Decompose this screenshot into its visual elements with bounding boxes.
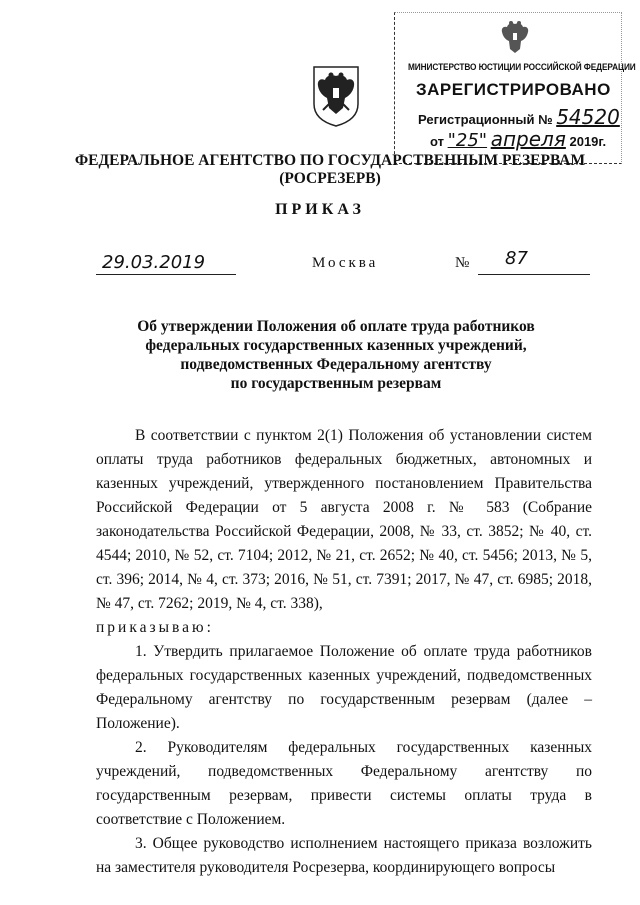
coat-of-arms-icon: [311, 64, 361, 128]
stamp-reg-number-label: Регистрационный №: [418, 112, 553, 127]
number-sign: №: [455, 255, 470, 271]
document-type: ПРИКАЗ: [275, 201, 365, 218]
stamp-reg-number-value: 54520: [556, 105, 620, 129]
item-3-paragraph: 3. Общее руководство исполнением настоящего приказа возложить на заместителя руководителя Росрезерва, координирующего вопросы: [96, 835, 592, 876]
city: Москва: [312, 255, 379, 271]
stamp-date-suffix: г.: [598, 134, 607, 149]
title-line: Об утверждении Положения об оплате труда работников: [137, 318, 535, 335]
stamp-registration-date: [430, 127, 606, 151]
stamp-date-month: апреля: [490, 127, 566, 151]
stamp-registered-label: ЗАРЕГИСТРИРОВАНО: [416, 80, 611, 99]
order-body: [96, 424, 592, 880]
item-2-paragraph: 2. Руководителям федеральных государственных казенных учреждений, подведомственных Федеральному агентству по государственным резервам, привести системы оплаты труда в соответствие с Положением.: [96, 739, 592, 828]
agency-name: ФЕДЕРАЛЬНОЕ АГЕНТСТВО ПО ГОСУДАРСТВЕННЫМ РЕЗЕРВАМ: [74, 152, 586, 169]
stamp-date-prefix: от: [430, 134, 444, 149]
agency-header: [60, 152, 600, 188]
title-line: федеральных государственных казенных учреждений,: [145, 337, 527, 354]
stamp-date-year: 2019: [569, 134, 599, 149]
stamp-date-day: "25": [447, 130, 488, 151]
stamp-registration-number: [418, 105, 620, 129]
order-word: приказываю:: [96, 619, 214, 636]
title-line: по государственным резервам: [230, 375, 442, 392]
number-underline: [478, 252, 590, 275]
title-line: подведомственных Федеральному агентству: [180, 356, 492, 373]
stamp-coat-of-arms-icon: [498, 18, 532, 62]
preamble-paragraph: В соответствии с пунктом 2(1) Положения об установлении систем оплаты труда работников федеральных бюджетных, автономных и казенных учреждений, утвержденного постановлением Правительства Российской Федерации от 5 августа 2008 г. № 583 (Собрание законодательства Российской Федерации, 2008, № 33, ст. 3852; № 40, ст. 4544; 2010, № 52, ст. 7104; 2012, № 21, ст. 2652; № 40, ст. 5456; 2013, № 5, ст. 396; 2014, № 4, ст. 373; 2016, № 51, ст. 7391; 2017, № 47, ст. 6985; 2018, № 47, ст. 7262; 2019, № 4, ст. 338),: [96, 427, 592, 612]
stamp-ministry-name: МИНИСТЕРСТВО ЮСТИЦИИ РОССИЙСКОЙ ФЕДЕРАЦИИ: [408, 62, 636, 72]
order-date: 29.03.2019: [102, 252, 206, 273]
order-number: 87: [505, 248, 528, 269]
agency-short-name: (РОСРЕЗЕРВ): [279, 170, 381, 187]
order-title: [80, 317, 592, 393]
item-1-paragraph: 1. Утвердить прилагаемое Положение об оплате труда работников федеральных государственных казенных учреждений, подведомственных Федеральному агентству по государственным резервам (далее – Положение).: [96, 643, 592, 732]
